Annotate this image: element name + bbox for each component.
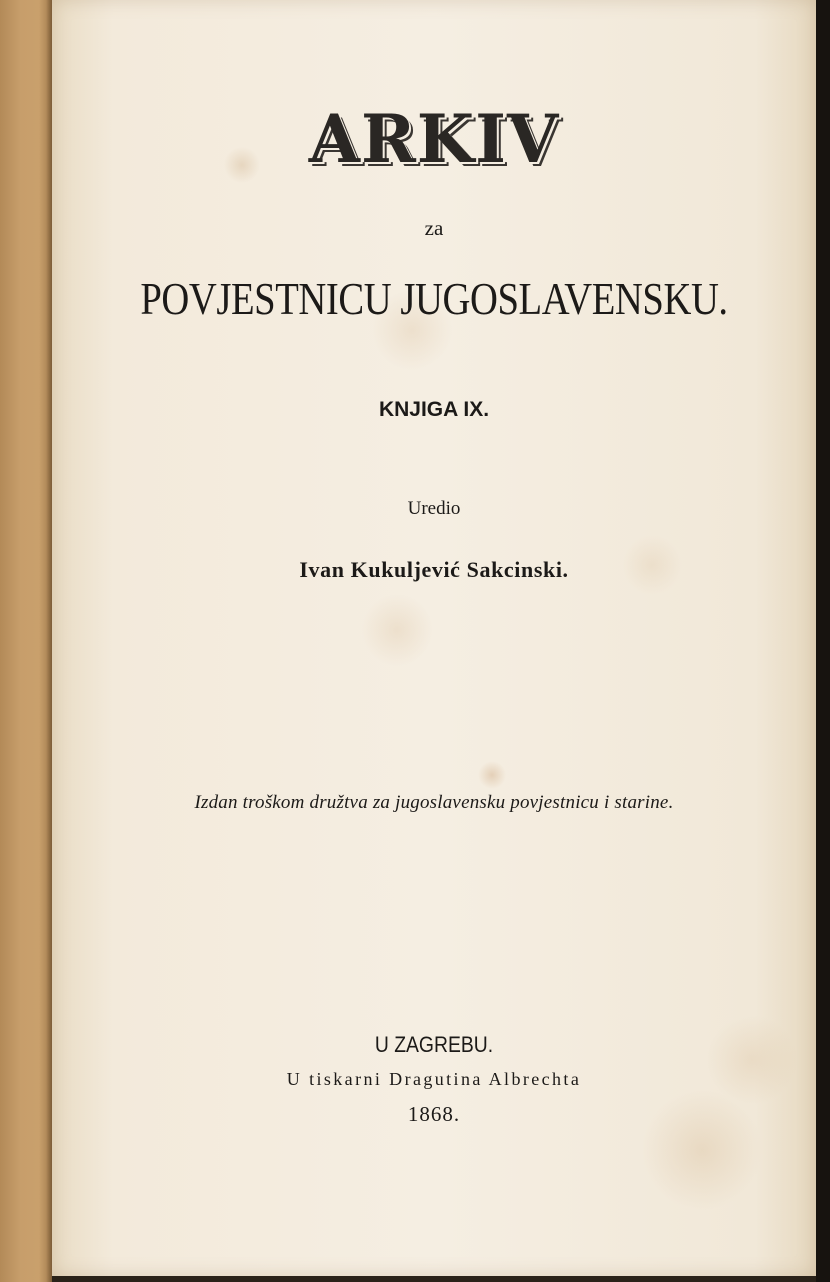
book-title: ARKIV [308, 100, 560, 178]
book-cover-edge [0, 0, 52, 1282]
editor-name: Ivan Kukuljević Sakcinski. [299, 557, 569, 582]
page-right-shadow [816, 0, 830, 1282]
book-subtitle: POVJESTNICU JUGOSLAVENSKU. [140, 273, 728, 324]
edited-by-label: Uredio [407, 498, 461, 519]
title-page [52, 0, 816, 1276]
place-of-publication: U ZAGREBU. [374, 1032, 494, 1057]
publication-year: 1868. [407, 1102, 461, 1126]
printer-name: U tiskarni Dragutina Albrechta [286, 1069, 582, 1089]
title-connector: za [424, 216, 444, 240]
publisher-note: Izdan troškom družtva za jugoslavensku povjestnicu i starine. [194, 792, 674, 813]
volume-label: KNJIGA IX. [378, 398, 490, 421]
page-bottom-shadow [52, 1276, 816, 1282]
